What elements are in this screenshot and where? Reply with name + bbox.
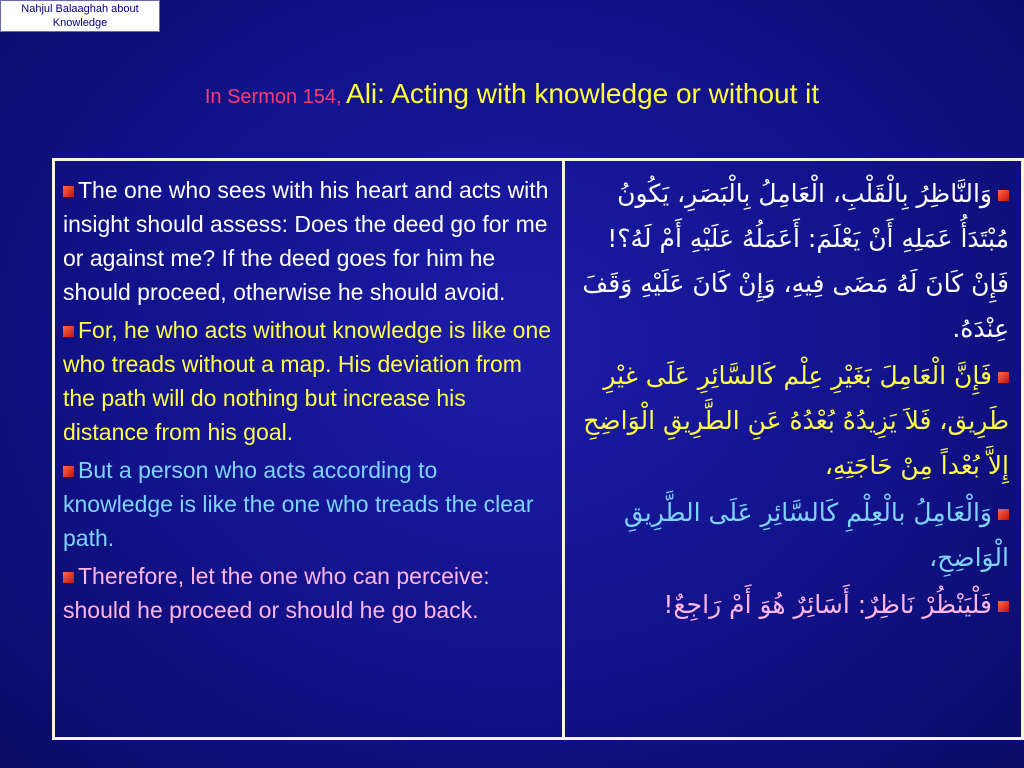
english-column [55, 161, 565, 737]
english-text-1: The one who sees with his heart and acts with insight should assess: Does the deed go for me or against me? If the deed goes for him he should proceed, otherwise he should avoid. [63, 177, 549, 305]
title-main: Ali: Acting with knowledge or without it [346, 78, 820, 109]
arabic-column [565, 161, 1021, 737]
title-prefix: In Sermon 154, [204, 86, 342, 108]
english-paragraph-1 [63, 173, 552, 309]
bullet-icon [998, 372, 1009, 383]
slide-header-tag [0, 0, 160, 32]
arabic-paragraph-3 [577, 490, 1009, 580]
bullet-icon [63, 326, 74, 337]
arabic-text-4: فَلْيَنْظُرْ نَاظِرٌ: أَسَائِرٌ هُوَ أَمْ رَاجِعٌ! [663, 590, 992, 619]
english-paragraph-3 [63, 453, 552, 555]
bullet-icon [63, 572, 74, 583]
bullet-icon [63, 186, 74, 197]
arabic-text-3: وَالْعَامِلُ بالْعِلْمِ كَالسَّائِرِ عَلَى الطَّرِيقِ الْوَاضِحِ، [623, 498, 1009, 572]
arabic-paragraph-1 [577, 171, 1009, 351]
arabic-text-2: فَإِنَّ الْعَامِلَ بَغَيْرِ عِلْم كَالسَّائِرِ عَلَى غيْرِ طَرِيق، فَلاَ يَزِيدُهُ بُعْدُهُ عَنِ الطَّرِيقِ الْوَاضِحِ إِلاَّ بُعْداً مِنْ حَاجَتِهِ، [583, 361, 1009, 480]
arabic-text-1: وَالنَّاظِرُ بِالْقَلْبِ، الْعَامِلُ بِالْبَصَرِ، يَكُونُ مُبْتَدَأُ عَمَلِهِ أَنْ يَعْلَمَ: أَعَمَلُهُ عَلَيْهِ أَمْ لَهُ؟! فَإِنْ كَانَ لَهُ مَضَى فِيهِ، وَإِنْ كَانَ عَلَيْهِ وَقَفَ عِنْدَهُ. [582, 179, 1009, 343]
english-paragraph-2 [63, 313, 552, 449]
arabic-paragraph-2 [577, 353, 1009, 488]
bullet-icon [998, 601, 1009, 612]
slide-header-tag-text: Nahjul Balaaghah about Knowledge [21, 3, 139, 29]
arabic-paragraph-4 [577, 582, 1009, 627]
bullet-icon [63, 466, 74, 477]
content-table [52, 158, 1024, 740]
english-paragraph-4 [63, 559, 552, 627]
bullet-icon [998, 509, 1009, 520]
english-text-4: Therefore, let the one who can perceive: should he proceed or should he go back. [63, 563, 490, 623]
english-text-3: But a person who acts according to knowledge is like the one who treads the clear path. [63, 457, 534, 551]
english-text-2: For, he who acts without knowledge is like one who treads without a map. His deviation from the path will do nothing but increase his distance from his goal. [63, 317, 552, 445]
slide-title [0, 78, 1024, 110]
bullet-icon [998, 190, 1009, 201]
